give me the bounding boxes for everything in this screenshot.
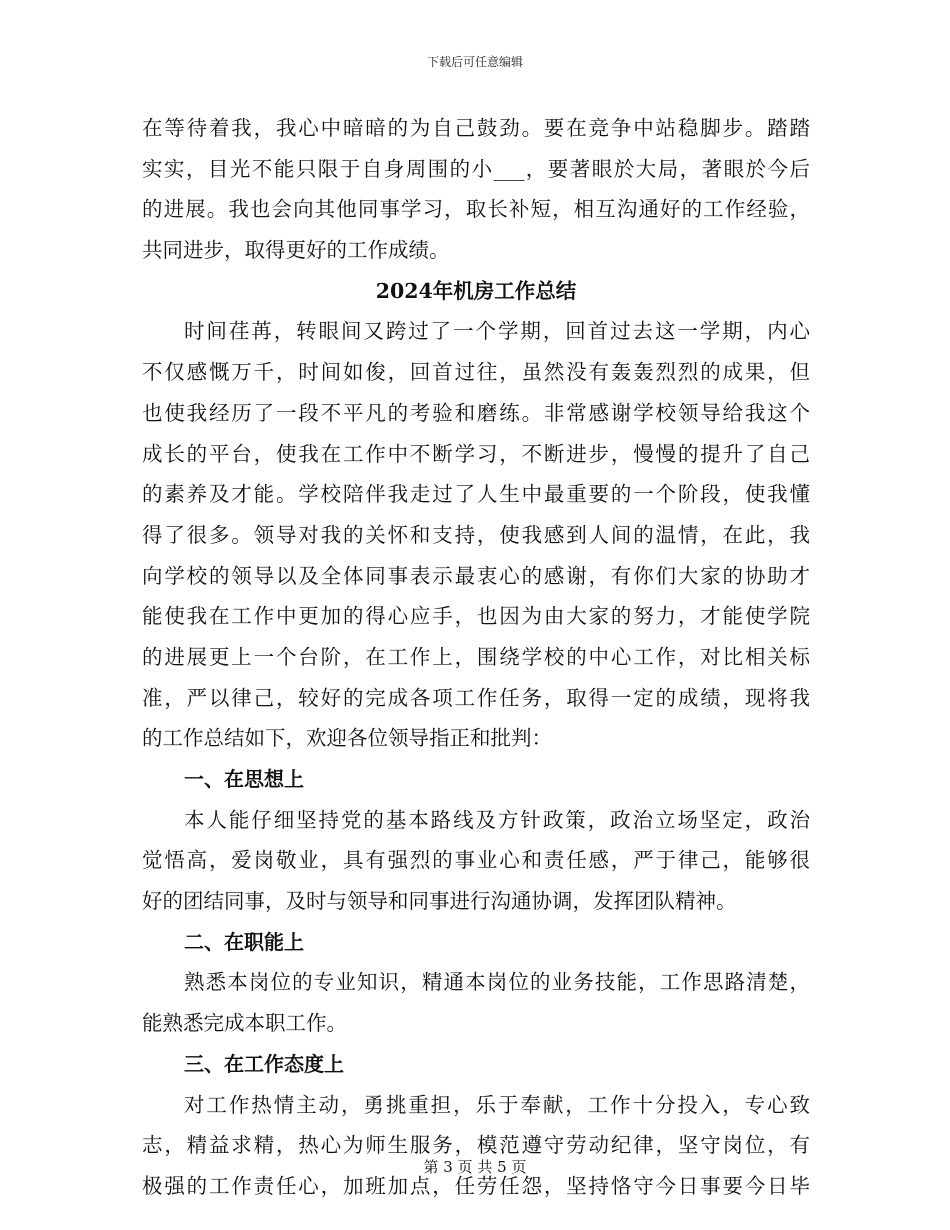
paragraph-line: 向学校的领导以及全体同事表示最衷心的感谢，有你们大家的协助才 bbox=[142, 563, 810, 588]
intro-line: 在等待着我，我心中暗暗的为自己鼓劲。要在竞争中站稳脚步。踏踏 bbox=[142, 116, 810, 140]
paragraph-line: 的素养及才能。学校陪伴我走过了人生中最重要的一个阶段，使我懂 bbox=[142, 482, 810, 507]
paragraph-line: 准，严以律己，较好的完成各项工作任务，取得一定的成绩，现将我 bbox=[142, 685, 810, 710]
section-line: 熟悉本岗位的专业知识，精通本岗位的业务技能，工作思路清楚， bbox=[184, 970, 810, 995]
document-title: 2024年机房工作总结 bbox=[375, 278, 577, 303]
section-line: 志，精益求精，热心为师生服务，模范遵守劳动纪律，坚守岗位，有 bbox=[142, 1133, 810, 1158]
page-footer: 第 3 页 共 5 页 bbox=[423, 1158, 527, 1176]
section-line: 觉悟高，爱岗敬业，具有强烈的事业心和责任感，严于律己，能够很 bbox=[142, 848, 810, 873]
document-body bbox=[142, 108, 810, 1207]
section-line: 好的团结同事，及时与领导和同事进行沟通协调，发挥团队精神。 bbox=[142, 889, 737, 914]
section-line: 本人能仔细坚持党的基本路线及方针政策，政治立场坚定，政治 bbox=[184, 807, 810, 832]
intro-line: 实实，目光不能只限于自身周围的小___，要著眼於大局，著眼於今后 bbox=[142, 156, 810, 181]
paragraph-line: 的进展更上一个台阶，在工作上，围绕学校的中心工作，对比相关标 bbox=[142, 644, 810, 669]
section-line: 极强的工作责任心，加班加点，任劳任怨，坚持恪守今日事要今日毕 bbox=[142, 1173, 810, 1198]
section-heading: 一、在思想上 bbox=[184, 767, 304, 791]
section-heading: 二、在职能上 bbox=[184, 929, 304, 954]
intro-line: 共同进步，取得更好的工作成绩。 bbox=[142, 238, 450, 263]
intro-line: 的进展。我也会向其他同事学习，取长补短，相互沟通好的工作经验， bbox=[142, 197, 810, 222]
paragraph-line: 的工作总结如下，欢迎各位领导指正和批判： bbox=[142, 726, 552, 751]
section-heading: 三、在工作态度上 bbox=[184, 1051, 344, 1076]
paragraph-line: 也使我经历了一段不平凡的考验和磨练。非常感谢学校领导给我这个 bbox=[142, 400, 810, 425]
paragraph-line: 得了很多。领导对我的关怀和支持，使我感到人间的温情，在此，我 bbox=[142, 522, 810, 547]
page-header: 下载后可任意编辑 bbox=[426, 55, 523, 69]
paragraph-line: 能使我在工作中更加的得心应手，也因为由大家的努力，才能使学院 bbox=[142, 604, 810, 629]
paragraph-line: 时间荏苒，转眼间又跨过了一个学期，回首过去这一学期，内心 bbox=[184, 319, 810, 344]
paragraph-line: 不仅感慨万千，时间如俊，回首过往，虽然没有轰轰烈烈的成果，但 bbox=[142, 360, 810, 385]
paragraph-line: 成长的平台，使我在工作中不断学习，不断进步，慢慢的提升了自己 bbox=[142, 441, 810, 466]
section-line: 能熟悉完成本职工作。 bbox=[142, 1011, 347, 1036]
section-line: 对工作热情主动，勇挑重担，乐于奉献，工作十分投入，专心致 bbox=[184, 1092, 810, 1117]
